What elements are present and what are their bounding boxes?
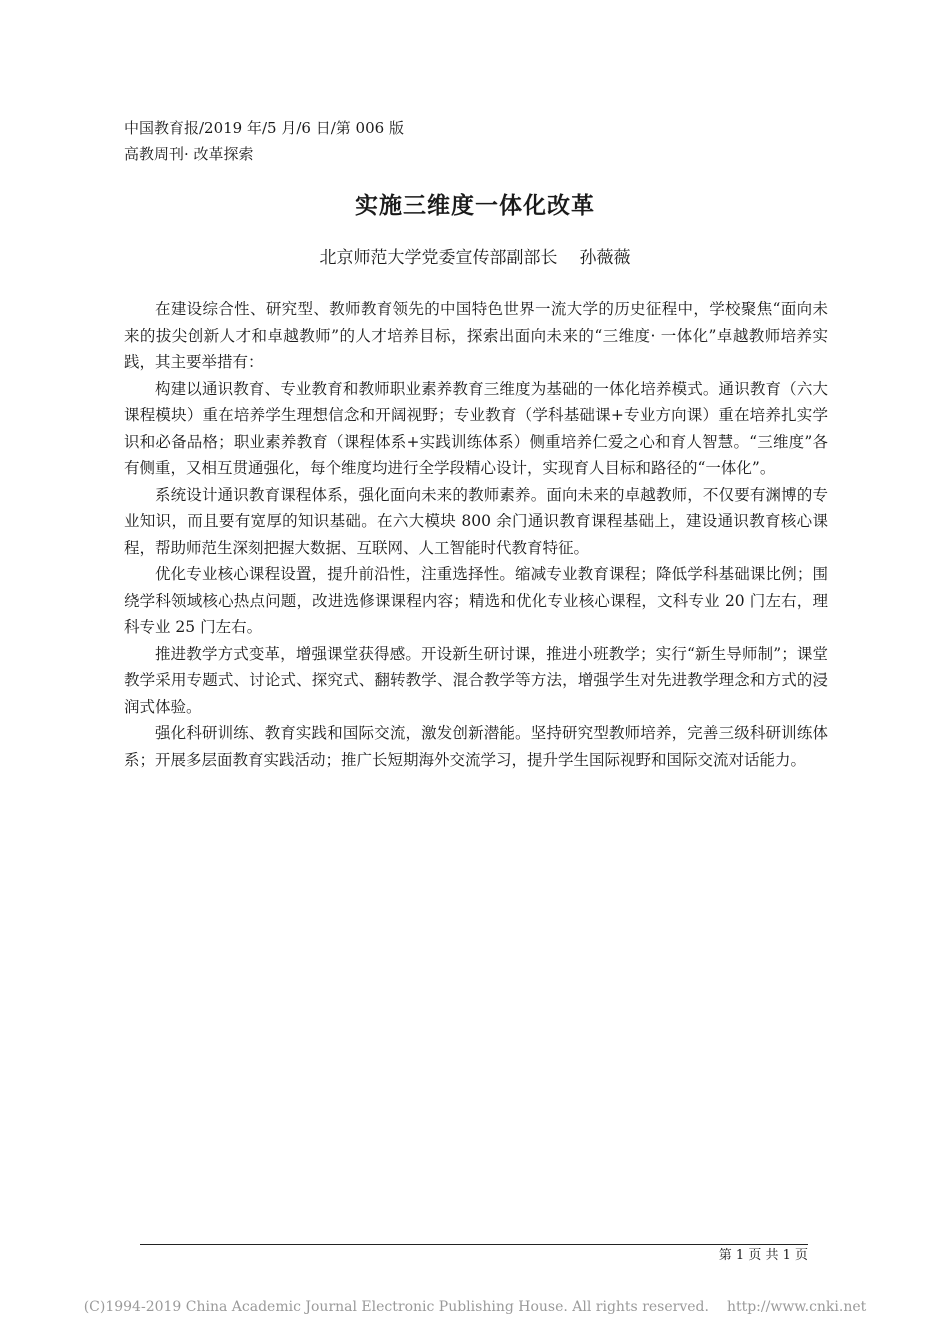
publication-source: 中国教育报/2019 年/5 月/6 日/第 006 版	[124, 119, 404, 137]
article-body	[124, 296, 828, 773]
cnki-link[interactable]: http://www.cnki.net	[726, 1299, 867, 1315]
footer-divider	[140, 1244, 808, 1245]
author-title: 北京师范大学党委宣传部副部长	[319, 248, 558, 268]
copyright-text: (C)1994-2019 China Academic Journal Electronic Publishing House. All rights reserved.	[83, 1299, 709, 1315]
paragraph: 优化专业核心课程设置，提升前沿性，注重选择性。缩减专业教育课程；降低学科基础课比例；围绕学科领域核心热点问题，改进选修课课程内容；精选和优化专业核心课程，文科专业 20 门左右，理科专业 25 门左右。	[124, 565, 828, 636]
page-number: 第 1 页 共 1 页	[718, 1248, 808, 1263]
paragraph: 系统设计通识教育课程体系，强化面向未来的教师素养。面向未来的卓越教师，不仅要有渊博的专业知识，而且要有宽厚的知识基础。在六大模块 800 余门通识教育课程基础上，建设通识教育核心课程，帮助师范生深刻把握大数据、互联网、人工智能时代教育特征。	[124, 485, 828, 557]
paragraph: 构建以通识教育、专业教育和教师职业素养教育三维度为基础的一体化培养模式。通识教育（六大课程模块）重在培养学生理想信念和开阔视野；专业教育（学科基础课+专业方向课）重在培养扎实学识和必备品格；职业素养教育（课程体系+实践训练体系）侧重培养仁爱之心和育人智慧。“三维度”各有侧重，又相互贯通强化，每个维度均进行全学段精心设计，实现育人目标和路径的“一体化”。	[124, 379, 828, 477]
paragraph: 在建设综合性、研究型、教师教育领先的中国特色世界一流大学的历史征程中，学校聚焦“面向未来的拔尖创新人才和卓越教师”的人才培养目标，探索出面向未来的“三维度· 一体化”卓越教师培养实践，其主要举措有：	[124, 300, 828, 371]
paragraph: 强化科研训练、教育实践和国际交流，激发创新潜能。坚持研究型教师培养，完善三级科研训练体系；开展多层面教育实践活动；推广长短期海外交流学习，提升学生国际视野和国际交流对话能力。	[124, 724, 828, 769]
copyright-notice	[0, 1297, 950, 1317]
article-title: 实施三维度一体化改革	[355, 193, 595, 219]
paragraph: 推进教学方式变革，增强课堂获得感。开设新生研讨课，推进小班教学；实行“新生导师制”；课堂教学采用专题式、讨论式、探究式、翻转教学、混合教学等方法，增强学生对先进教学理念和方式的浸润式体验。	[124, 644, 828, 716]
byline	[0, 246, 950, 270]
author-name: 孙薇薇	[579, 248, 631, 268]
column-name: 高教周刊· 改革探索	[124, 145, 254, 163]
